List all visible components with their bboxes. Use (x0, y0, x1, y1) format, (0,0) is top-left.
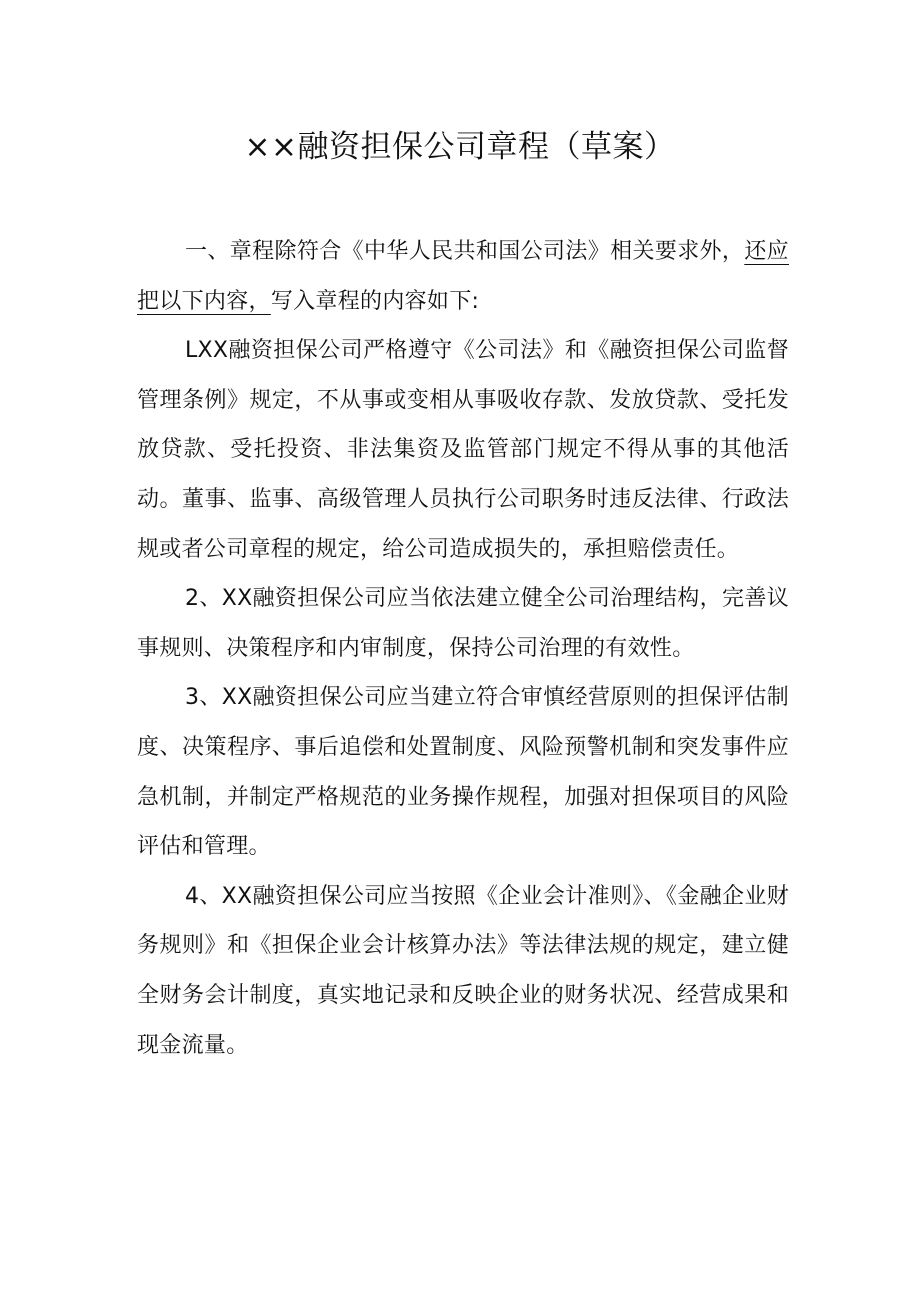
paragraph-1: LXX融资担保公司严格遵守《公司法》和《融资担保公司监督管理条例》规定，不从事或变相从事吸收存款、发放贷款、受托发放贷款、受托投资、非法集资及监管部门规定不得从事的其他活动。董事、监事、高级管理人员执行公司职务时违反法律、行政法规或者公司章程的规定，给公司造成损失的，承担赔偿责任。 (137, 338, 789, 562)
document-title: ××融资担保公司章程（草案） (244, 129, 676, 165)
paragraph-intro-start: 一、章程除符合《中华人民共和国公司法》相关要求外， (185, 239, 745, 264)
paragraph-intro (137, 227, 789, 326)
document-body (137, 227, 789, 1070)
paragraph-3: 3、XX融资担保公司应当建立符合审慎经营原则的担保评估制度、决策程序、事后追偿和处置制度、风险预警机制和突发事件应急机制，并制定严格规范的业务操作规程，加强对担保项目的风险评估和管理。 (137, 685, 789, 860)
paragraph-4: 4、XX融资担保公司应当按照《企业会计准则》、《金融企业财务规则》和《担保企业会计核算办法》等法律法规的规定，建立健全财务会计制度，真实地记录和反映企业的财务状况、经营成果和现金流量。 (137, 883, 789, 1058)
paragraph-intro-underlined: 还应把以下内容， (137, 239, 789, 314)
paragraph-2: 2、XX融资担保公司应当依法建立健全公司治理结构，完善议事规则、决策程序和内审制度，保持公司治理的有效性。 (137, 586, 789, 661)
paragraph-intro-end: 写入章程的内容如下: (270, 288, 480, 314)
